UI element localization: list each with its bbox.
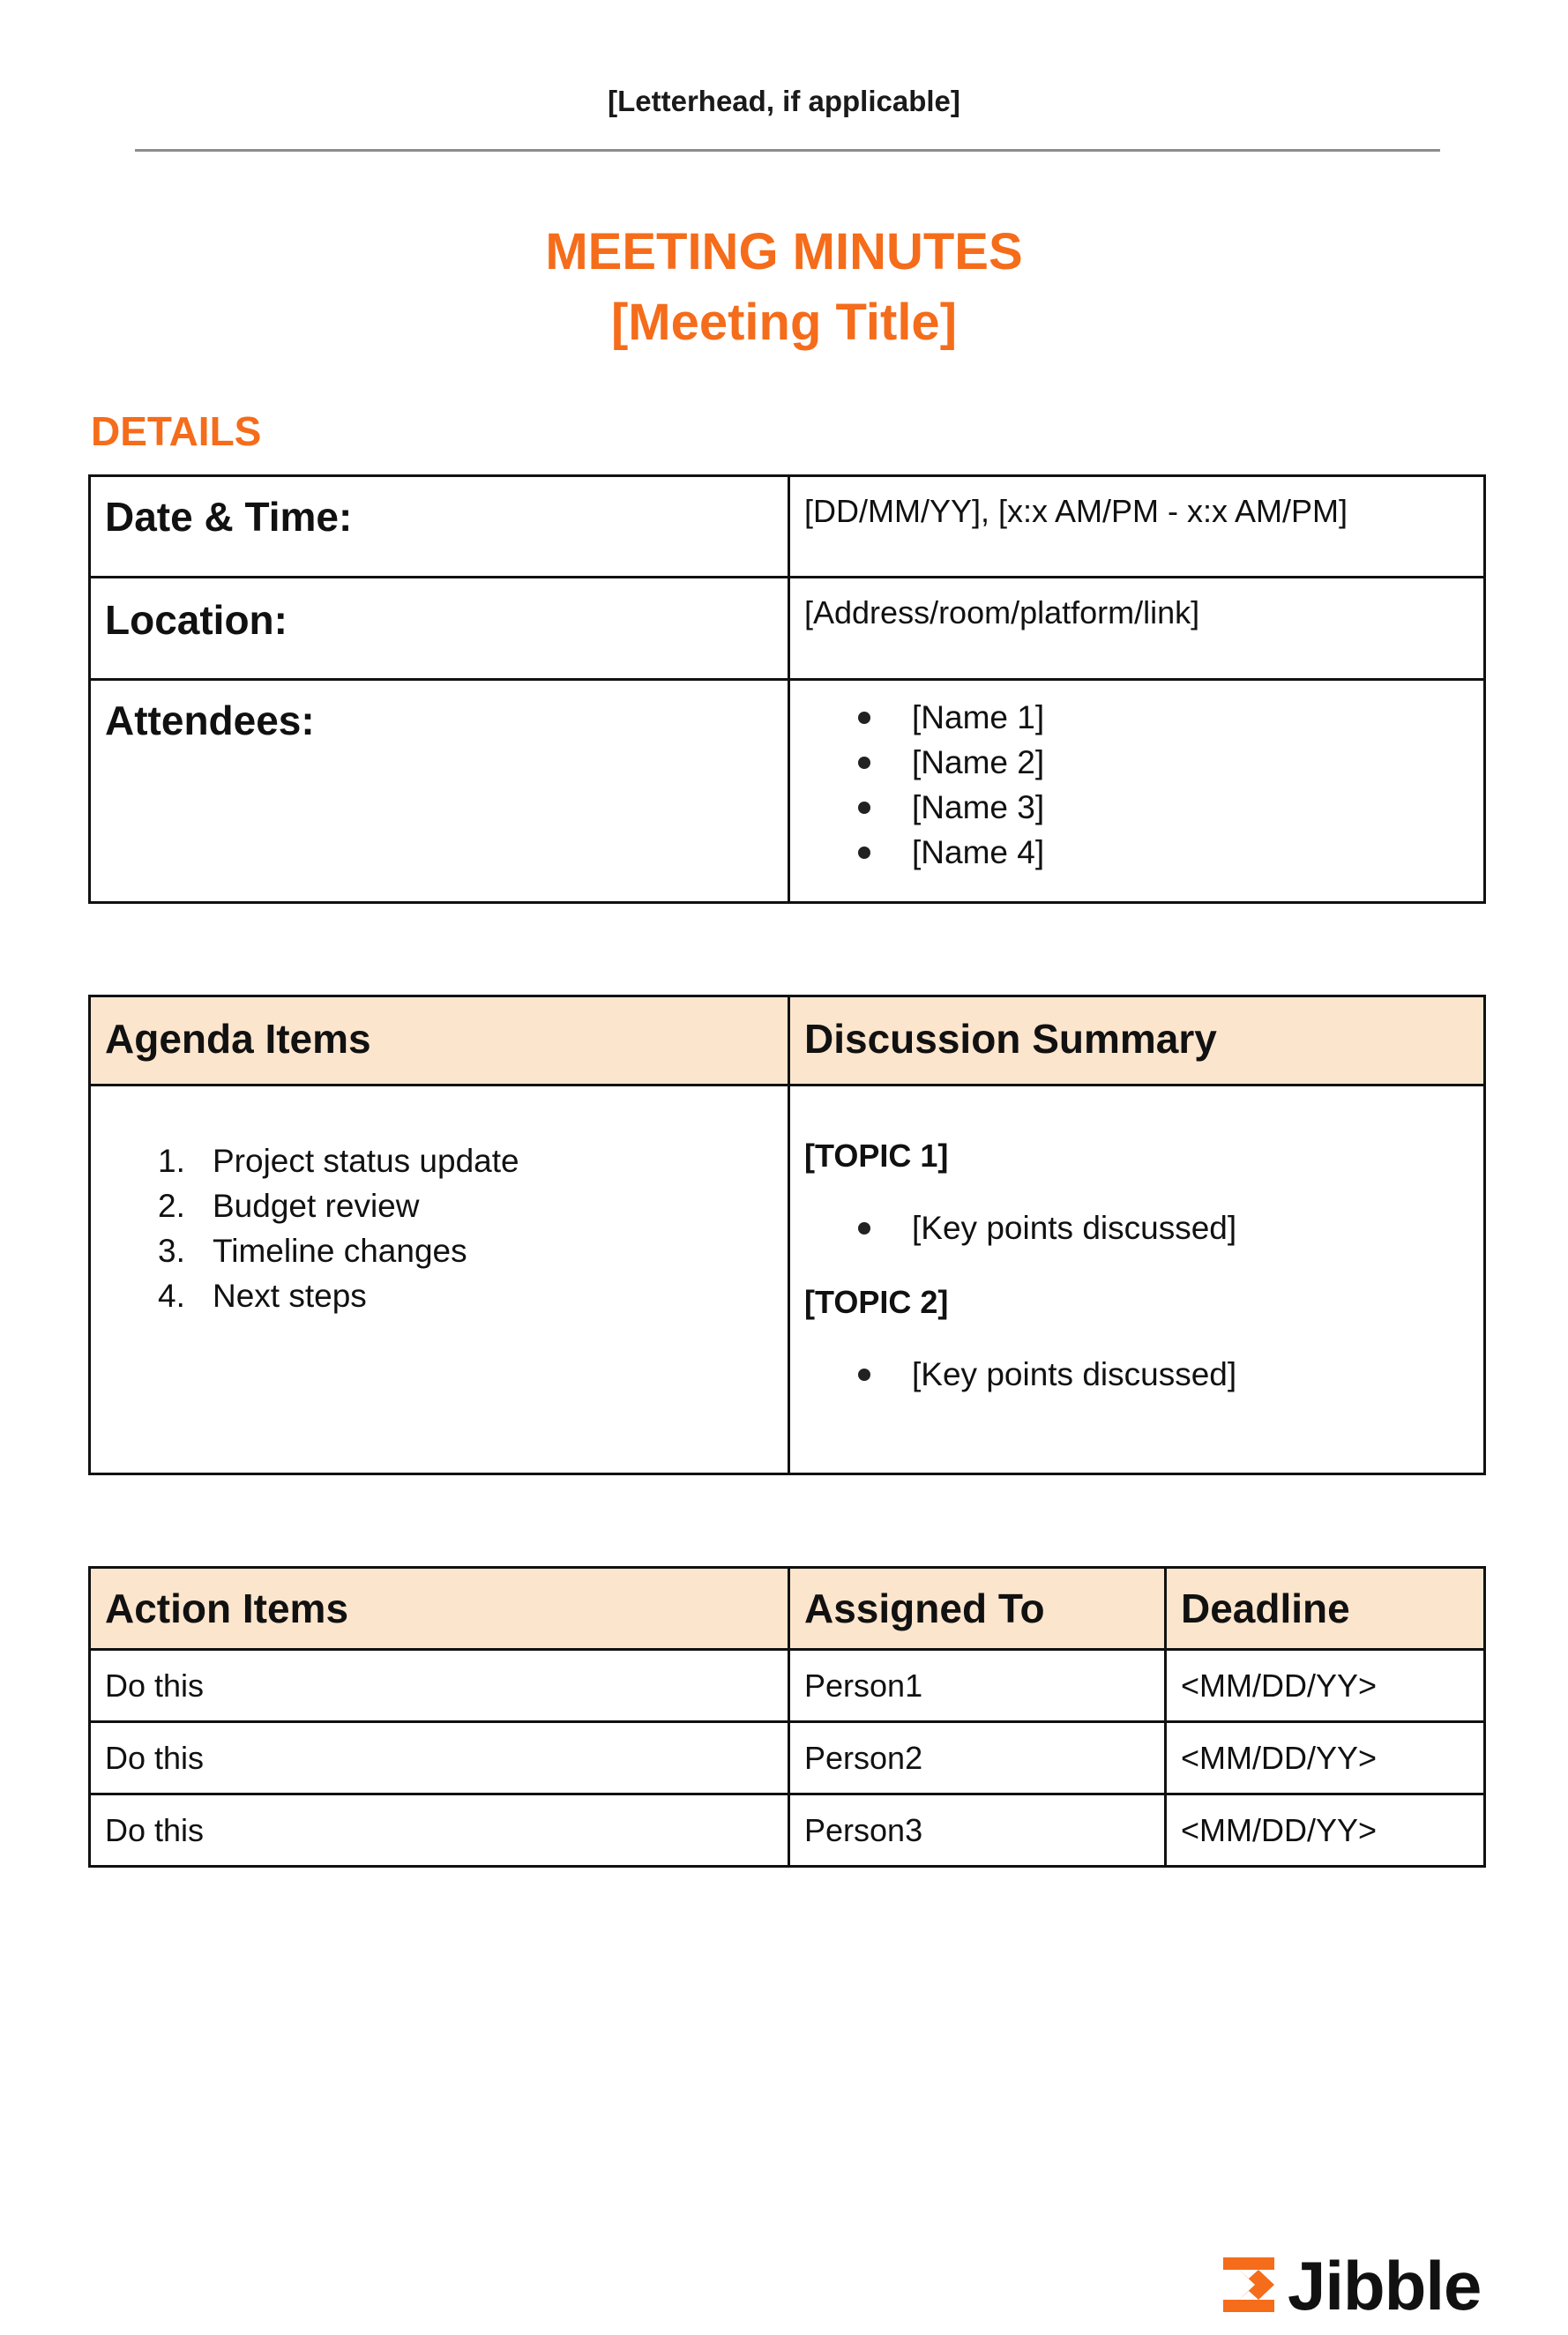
- attendee-item: [Name 3]: [790, 785, 1483, 830]
- meeting-title: [Meeting Title]: [610, 294, 958, 351]
- date-value-cell: [789, 476, 1485, 578]
- location-value-cell: [789, 578, 1485, 680]
- attendee-item: [Name 1]: [790, 695, 1483, 740]
- table-row: [90, 1650, 1485, 1722]
- action-item-cell: Do this: [90, 1722, 789, 1794]
- attendees-label: Attendees:: [105, 698, 315, 743]
- assigned-to-cell: Person1: [789, 1650, 1166, 1722]
- deadline-cell: <MM/DD/YY>: [1166, 1794, 1485, 1867]
- header-divider: [135, 149, 1440, 152]
- assigned-to-cell: Person3: [789, 1794, 1166, 1867]
- bullet-icon: [858, 1369, 870, 1381]
- document-title: MEETING MINUTES: [545, 223, 1023, 280]
- date-time-value: [DD/MM/YY], [x:x AM/PM - x:x AM/PM]: [804, 493, 1348, 529]
- date-label-cell: [90, 476, 789, 578]
- action-items-table: [88, 1566, 1486, 1868]
- agenda-items-cell: [90, 1085, 789, 1474]
- discussion-header-cell: [789, 996, 1485, 1085]
- agenda-table: [88, 995, 1486, 1475]
- bullet-icon: [858, 1222, 870, 1235]
- bullet-icon: [858, 757, 870, 769]
- location-label-cell: [90, 578, 789, 680]
- assigned-to-cell: Person2: [789, 1722, 1166, 1794]
- location-label: Location:: [105, 597, 287, 643]
- key-point-item: [Key points discussed]: [790, 1352, 1483, 1397]
- agenda-header-cell: [90, 996, 789, 1085]
- brand-name: Jibble: [1288, 2247, 1482, 2324]
- attendee-item: [Name 4]: [790, 830, 1483, 875]
- agenda-item: 1. Project status update: [158, 1143, 519, 1179]
- details-heading: DETAILS: [91, 408, 262, 454]
- deadline-cell: <MM/DD/YY>: [1166, 1722, 1485, 1794]
- agenda-list: [91, 1086, 788, 1318]
- deadline-cell: <MM/DD/YY>: [1166, 1650, 1485, 1722]
- attendee-item: [Name 2]: [790, 740, 1483, 785]
- topic-2-points: [790, 1321, 1483, 1397]
- deadline-header: Deadline: [1166, 1568, 1485, 1650]
- agenda-item: 4. Next steps: [158, 1278, 367, 1314]
- agenda-item: 3. Timeline changes: [158, 1233, 467, 1269]
- bullet-icon: [858, 712, 870, 724]
- bullet-icon: [858, 847, 870, 859]
- attendees-label-cell: [90, 680, 789, 903]
- table-row: [90, 1722, 1485, 1794]
- action-item-cell: Do this: [90, 1794, 789, 1867]
- details-table: [88, 474, 1486, 904]
- date-time-label: Date & Time:: [105, 494, 353, 540]
- topic-2-title: [TOPIC 2]: [804, 1284, 949, 1320]
- topic-1-title: [TOPIC 1]: [804, 1138, 949, 1174]
- jibble-logo-icon: [1220, 2254, 1278, 2316]
- discussion-summary-cell: [789, 1085, 1485, 1474]
- key-point-item: [Key points discussed]: [790, 1205, 1483, 1250]
- assigned-to-header: Assigned To: [789, 1568, 1166, 1650]
- topic-1-points: [790, 1175, 1483, 1250]
- attendees-value-cell: [789, 680, 1485, 903]
- agenda-items-header: Agenda Items: [105, 1016, 371, 1062]
- agenda-item: 2. Budget review: [158, 1188, 420, 1224]
- action-item-cell: Do this: [90, 1650, 789, 1722]
- bullet-icon: [858, 802, 870, 814]
- letterhead: [Letterhead, if applicable]: [608, 85, 960, 117]
- action-items-header: Action Items: [90, 1568, 789, 1650]
- table-row: [90, 1794, 1485, 1867]
- attendees-list: [790, 681, 1483, 875]
- discussion-summary-header: Discussion Summary: [804, 1016, 1217, 1062]
- location-value: [Address/room/platform/link]: [804, 594, 1200, 630]
